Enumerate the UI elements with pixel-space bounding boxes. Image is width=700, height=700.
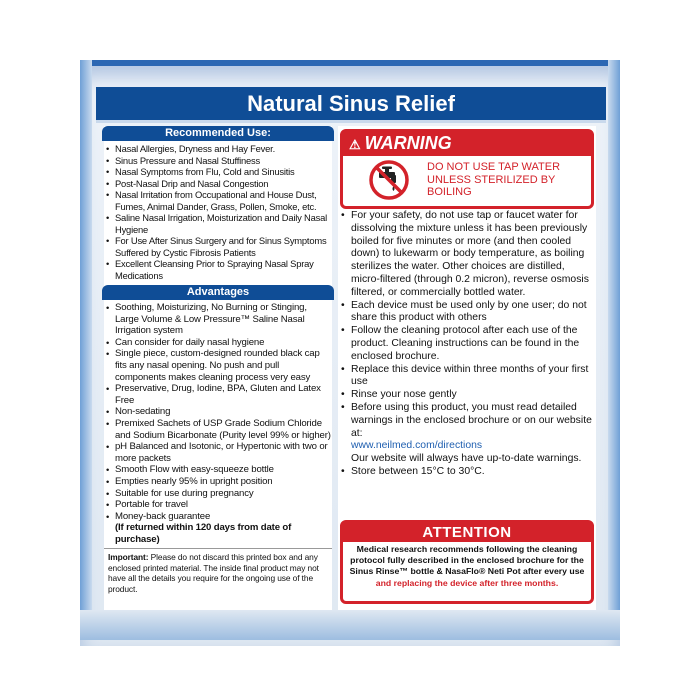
attention-text [345, 544, 589, 589]
recommended-use-section [104, 126, 332, 281]
advantages-section [104, 285, 332, 545]
list-item: • Excellent Cleansing Prior to Spraying Nasal Spray Medications [104, 258, 332, 281]
recommended-use-header: Recommended Use: [102, 126, 334, 141]
list-item: • For your safety, do not use tap or faucet water for dissolving the mixture unless it has been previously boiled for five minutes or more (and then cooled down) to lukewarm or body temperature, as boiling sterilizes the water. Other choices are distilled, micro-filtered (through 0.2 micron), reverse osmosis filtered, or commercially bottled water. [340, 210, 592, 300]
list-item: • Each device must be used only by one user; do not share this product with others [340, 300, 592, 326]
list-item: • pH Balanced and Isotonic, or Hypertonic with two or more packets [104, 441, 332, 464]
list-item: • Portable for travel [104, 499, 332, 511]
warning-title: WARNING [364, 133, 452, 153]
list-item: • Single piece, custom-designed rounded black cap fits any nasal opening. No push and pull components makes cleaning process very easy [104, 348, 332, 383]
advantages-list [104, 300, 332, 545]
list-item: • Suitable for use during pregnancy [104, 488, 332, 500]
no-tap-water-icon [369, 160, 409, 200]
warning-bullet-list [340, 210, 592, 479]
box-right-edge [608, 60, 620, 640]
list-item: • Replace this device within three months of your first use [340, 364, 592, 390]
attention-red-text: and replacing the device after three months. [375, 577, 559, 588]
list-item: • Smooth Flow with easy-squeeze bottle [104, 464, 332, 476]
list-item: • Store between 15°C to 30°C. [340, 466, 592, 479]
right-warning-panel [338, 126, 596, 610]
website-note: Our website will always have up-to-date warnings. [351, 453, 582, 465]
tap-water-warning-text: DO NOT USE TAP WATER UNLESS STERILIZED BY BOILING [427, 161, 561, 198]
list-item: • Non-sedating [104, 406, 332, 418]
list-item: • Can consider for daily nasal hygiene [104, 337, 332, 349]
recommended-use-list [104, 141, 332, 281]
website-link[interactable]: www.neilmed.com/directions [351, 440, 483, 452]
box-left-edge [80, 60, 92, 640]
list-item: • Sinus Pressure and Nasal Stuffiness [104, 155, 332, 167]
attention-box [340, 520, 594, 604]
list-item: • Nasal Symptoms from Flu, Cold and Sinusitis [104, 166, 332, 178]
list-item: • Empties nearly 95% in upright position [104, 476, 332, 488]
box-bottom-edge [80, 610, 620, 640]
list-item: • Post-Nasal Drip and Nasal Congestion [104, 178, 332, 190]
list-item: • For Use After Sinus Surgery and for Sinus Symptoms Suffered by Cystic Fibrosis Patients [104, 235, 332, 258]
guarantee-note: (If returned within 120 days from date of purchase) [115, 522, 292, 545]
list-item: • Saline Nasal Irrigation, Moisturization and Daily Nasal Hygiene [104, 212, 332, 235]
list-item: • Preservative, Drug, Iodine, BPA, Gluten and Latex Free [104, 383, 332, 406]
list-item: • Nasal Irritation from Occupational and House Dust, Fumes, Animal Dander, Grass, Pollen, Smoke, etc. [104, 189, 332, 212]
product-title: Natural Sinus Relief [96, 87, 606, 123]
important-text: Please do not discard this printed box and any enclosed printed material. The inside final product may not have all the details you require for the ongoing use of the product. [108, 552, 319, 594]
list-item: • Nasal Allergies, Dryness and Hay Fever. [104, 143, 332, 155]
warning-box [340, 129, 594, 209]
warning-header [343, 132, 591, 156]
warning-triangle-icon: ⚠ [349, 137, 361, 152]
list-item: • Follow the cleaning protocol after each use of the product. Cleaning instructions can be found in the enclosed brochure. [340, 325, 592, 363]
attention-main-text: Medical research recommends following the cleaning protocol fully described in the enclosed brochure for the Sinus Rinse™ bottle & NasaFlo® Neti Pot after every use [349, 544, 585, 577]
attention-header: ATTENTION [343, 523, 591, 542]
list-item: • Rinse your nose gently [340, 389, 592, 402]
left-info-panel [104, 126, 332, 610]
important-note [104, 548, 332, 594]
list-item: • Soothing, Moisturizing, No Burning or Stinging, Large Volume & Low Pressure™ Saline Nasal Irrigation system [104, 302, 332, 337]
list-item: • Before using this product, you must read detailed warnings in the enclosed brochure or on our website at: [340, 402, 592, 440]
advantages-header: Advantages [102, 285, 334, 300]
list-item: • Money-back guarantee [104, 511, 332, 523]
important-label: Important: [108, 552, 149, 563]
list-item: • Premixed Sachets of USP Grade Sodium Chloride and Sodium Bicarbonate (Purity level 99% or higher) [104, 418, 332, 441]
